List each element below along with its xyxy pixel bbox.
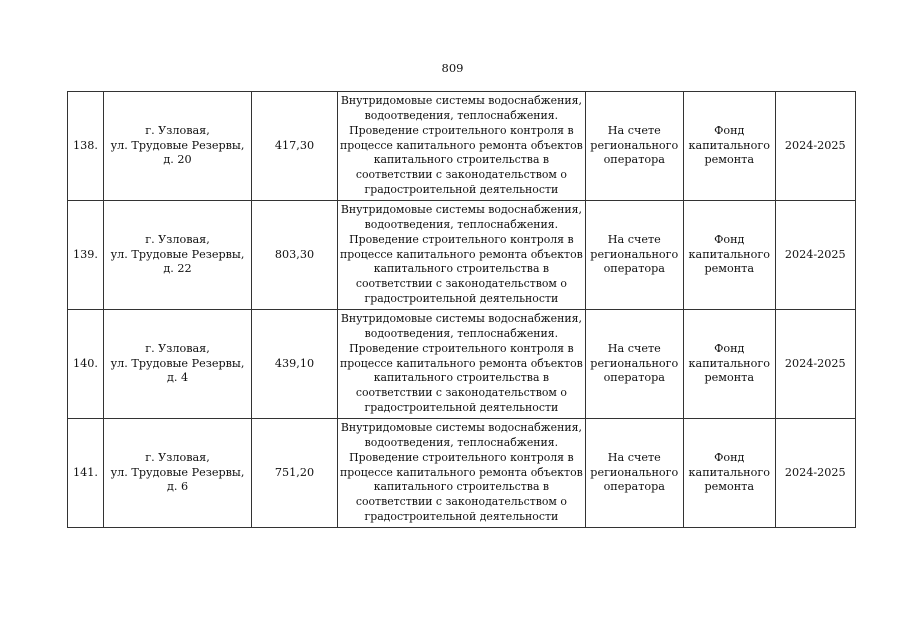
funding-source-cell-line: Фонд: [714, 341, 745, 355]
page-number: 809: [441, 61, 464, 75]
address-cell-line: ул. Трудовые Резервы,: [110, 465, 245, 479]
work-description-cell-line: водоотведения, теплоснабжения.: [364, 109, 559, 122]
table-row: [68, 92, 856, 201]
row-number: 138.: [68, 92, 104, 201]
table-row: [68, 310, 856, 419]
funding-source-cell-line: капитального: [688, 465, 770, 479]
funding-source-cell: [683, 201, 775, 310]
address-cell-line: ул. Трудовые Резервы,: [110, 138, 245, 152]
period-cell: 2024-2025: [775, 419, 855, 528]
area-cell: 751,20: [252, 419, 338, 528]
period-cell: 2024-2025: [775, 92, 855, 201]
funding-method-cell-line: оператора: [603, 480, 665, 494]
work-description-cell-line: процессе капитального ремонта объектов: [340, 356, 583, 370]
funding-method-cell-line: На счете: [607, 232, 661, 246]
work-description-cell-line: Внутридомовые системы водоснабжения,: [340, 312, 582, 326]
row-number: 140.: [68, 310, 104, 419]
funding-method-cell-line: На счете: [607, 123, 661, 137]
work-description-cell: [338, 310, 586, 419]
funding-source-cell-line: ремонта: [704, 153, 755, 167]
funding-method-cell-line: оператора: [603, 262, 665, 276]
work-description-cell-line: Проведение строительного контроля в: [349, 450, 574, 464]
funding-source-cell-line: капитального: [688, 356, 770, 370]
funding-method-cell: [585, 419, 683, 528]
address-cell-line: ул. Трудовые Резервы,: [110, 247, 245, 261]
area-cell: 803,30: [252, 201, 338, 310]
work-description-cell-line: процессе капитального ремонта объектов: [340, 465, 583, 479]
work-description-cell-line: градостроительной деятельности: [364, 182, 559, 196]
funding-source-cell-line: капитального: [688, 247, 770, 261]
address-cell-line: д. 20: [163, 153, 192, 167]
address-cell-line: д. 4: [166, 371, 189, 385]
period-cell: 2024-2025: [775, 201, 855, 310]
funding-method-cell-line: На счете: [607, 341, 661, 355]
work-description-cell-line: градостроительной деятельности: [364, 400, 559, 414]
funding-source-cell-line: ремонта: [704, 371, 755, 385]
funding-method-cell: [585, 92, 683, 201]
work-description-cell: [338, 92, 586, 201]
address-cell-line: ул. Трудовые Резервы,: [110, 356, 245, 370]
funding-source-cell: [683, 310, 775, 419]
address-cell-line: д. 22: [163, 262, 192, 276]
address-cell: [104, 201, 252, 310]
work-description-cell-line: водоотведения, теплоснабжения.: [364, 327, 559, 340]
funding-method-cell-line: регионального: [590, 356, 679, 370]
work-description-cell-line: капитального строительства в: [373, 371, 550, 385]
work-description-cell-line: капитального строительства в: [373, 480, 550, 494]
address-cell-line: г. Узловая,: [145, 450, 210, 464]
funding-source-cell-line: Фонд: [714, 123, 745, 137]
period-cell: 2024-2025: [775, 310, 855, 419]
work-description-cell-line: Внутридомовые системы водоснабжения,: [340, 203, 582, 217]
funding-source-cell-line: Фонд: [714, 450, 745, 464]
work-description-cell-line: капитального строительства в: [373, 262, 550, 276]
table-row: [68, 419, 856, 528]
address-cell-line: г. Узловая,: [145, 341, 210, 355]
address-cell: [104, 92, 252, 201]
work-description-cell-line: соответствии с законодательством о: [355, 495, 567, 509]
funding-method-cell-line: регионального: [590, 138, 679, 152]
work-description-cell-line: Внутридомовые системы водоснабжения,: [340, 94, 582, 108]
address-cell-line: д. 6: [166, 480, 189, 494]
table-row: [68, 201, 856, 310]
work-description-cell-line: градостроительной деятельности: [364, 291, 559, 305]
work-description-cell-line: водоотведения, теплоснабжения.: [364, 436, 559, 449]
area-cell: 417,30: [252, 92, 338, 201]
funding-method-cell: [585, 201, 683, 310]
funding-method-cell-line: оператора: [603, 371, 665, 385]
address-cell: [104, 419, 252, 528]
capital-repair-table: [67, 91, 856, 528]
work-description-cell-line: процессе капитального ремонта объектов: [340, 247, 583, 261]
funding-method-cell-line: На счете: [607, 450, 661, 464]
funding-method-cell-line: регионального: [590, 247, 679, 261]
funding-source-cell-line: капитального: [688, 138, 770, 152]
row-number: 139.: [68, 201, 104, 310]
work-description-cell-line: капитального строительства в: [373, 153, 550, 167]
funding-method-cell-line: оператора: [603, 153, 665, 167]
funding-source-cell-line: Фонд: [714, 232, 745, 246]
work-description-cell-line: соответствии с законодательством о: [355, 168, 567, 182]
funding-method-cell: [585, 310, 683, 419]
funding-method-cell-line: регионального: [590, 465, 679, 479]
funding-source-cell-line: ремонта: [704, 262, 755, 276]
work-description-cell-line: Проведение строительного контроля в: [349, 123, 574, 137]
work-description-cell-line: Проведение строительного контроля в: [349, 341, 574, 355]
funding-source-cell-line: ремонта: [704, 480, 755, 494]
address-cell: [104, 310, 252, 419]
work-description-cell-line: Проведение строительного контроля в: [349, 232, 574, 246]
work-description-cell: [338, 419, 586, 528]
work-description-cell-line: соответствии с законодательством о: [355, 386, 567, 400]
work-description-cell-line: градостроительной деятельности: [364, 509, 559, 523]
row-number: 141.: [68, 419, 104, 528]
address-cell-line: г. Узловая,: [145, 232, 210, 246]
work-description-cell-line: соответствии с законодательством о: [355, 277, 567, 291]
work-description-cell-line: водоотведения, теплоснабжения.: [364, 218, 559, 231]
funding-source-cell: [683, 419, 775, 528]
work-description-cell-line: Внутридомовые системы водоснабжения,: [340, 421, 582, 435]
funding-source-cell: [683, 92, 775, 201]
area-cell: 439,10: [252, 310, 338, 419]
address-cell-line: г. Узловая,: [145, 123, 210, 137]
work-description-cell: [338, 201, 586, 310]
work-description-cell-line: процессе капитального ремонта объектов: [340, 138, 583, 152]
